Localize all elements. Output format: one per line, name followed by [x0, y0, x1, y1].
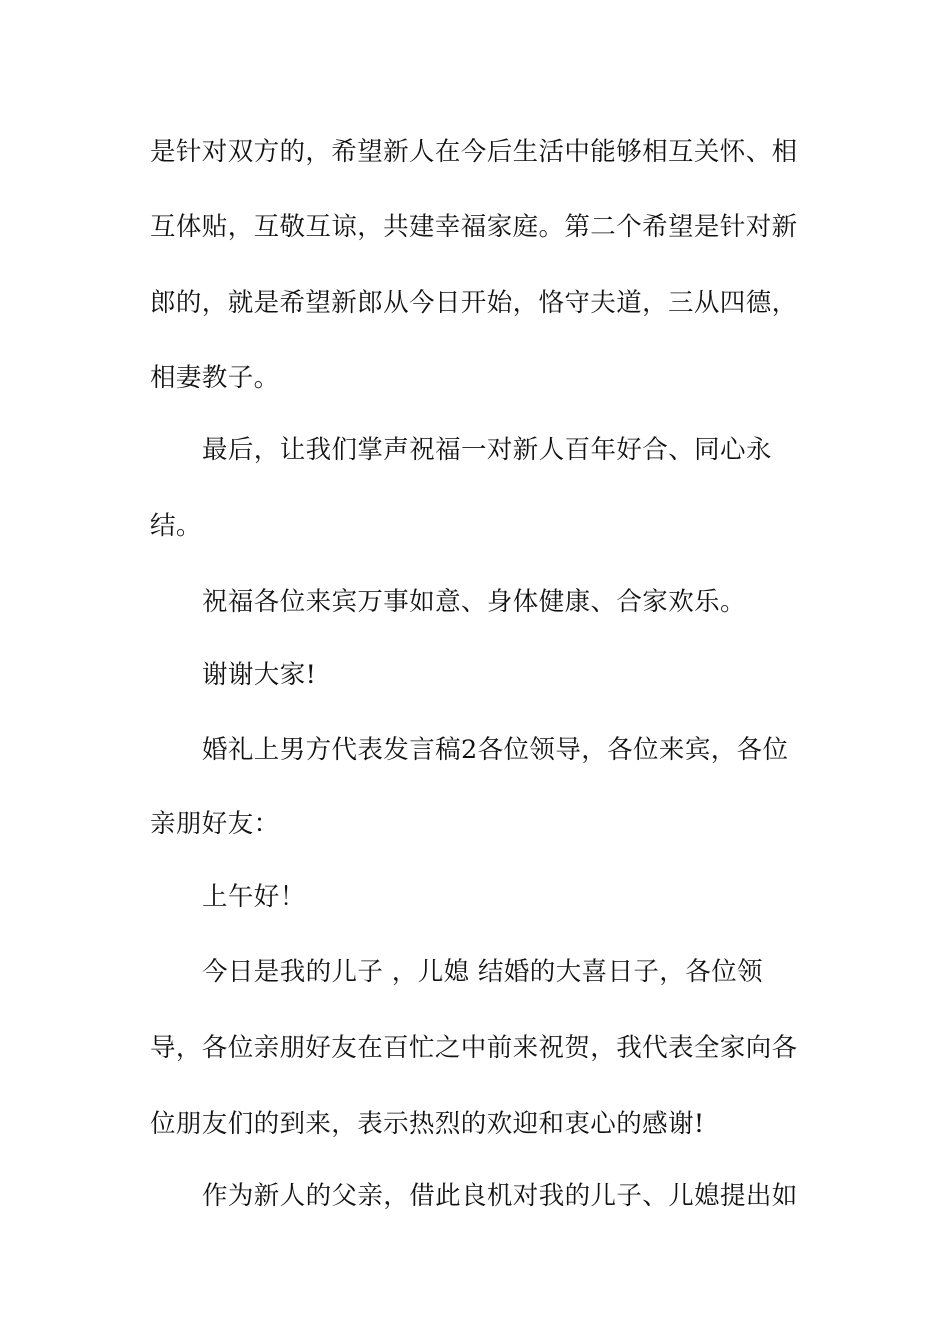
- paragraph-line: 结。: [150, 511, 202, 541]
- paragraph-line: 作为新人的父亲，借此良机对我的儿子、儿媳提出如: [202, 1181, 798, 1211]
- paragraph-line: 婚礼上男方代表发言稿2各位领导，各位来宾，各位: [202, 735, 789, 765]
- paragraph-line: 郎的，就是希望新郎从今日开始，恪守夫道，三从四德，: [150, 288, 798, 318]
- paragraph-line: 相妻教子。: [150, 363, 280, 393]
- paragraph-line: 最后，让我们掌声祝福一对新人百年好合、同心永: [202, 435, 772, 465]
- paragraph-line: 祝福各位来宾万事如意、身体健康、合家欢乐。: [202, 587, 746, 617]
- paragraph-line: 是针对双方的，希望新人在今后生活中能够相互关怀、相: [150, 137, 798, 167]
- paragraph-line: 互体贴，互敬互谅，共建幸福家庭。第二个希望是针对新: [150, 212, 798, 242]
- paragraph-line: 上午好！: [202, 882, 306, 912]
- paragraph-line: 导，各位亲朋好友在百忙之中前来祝贺，我代表全家向各: [150, 1033, 798, 1063]
- paragraph-line: 位朋友们的到来，表示热烈的欢迎和衷心的感谢!: [150, 1109, 705, 1139]
- paragraph-line: 谢谢大家!: [202, 660, 317, 690]
- paragraph-line: 今日是我的儿子 ，儿媳 结婚的大喜日子，各位领: [202, 957, 763, 987]
- paragraph-line: 亲朋好友：: [150, 809, 280, 839]
